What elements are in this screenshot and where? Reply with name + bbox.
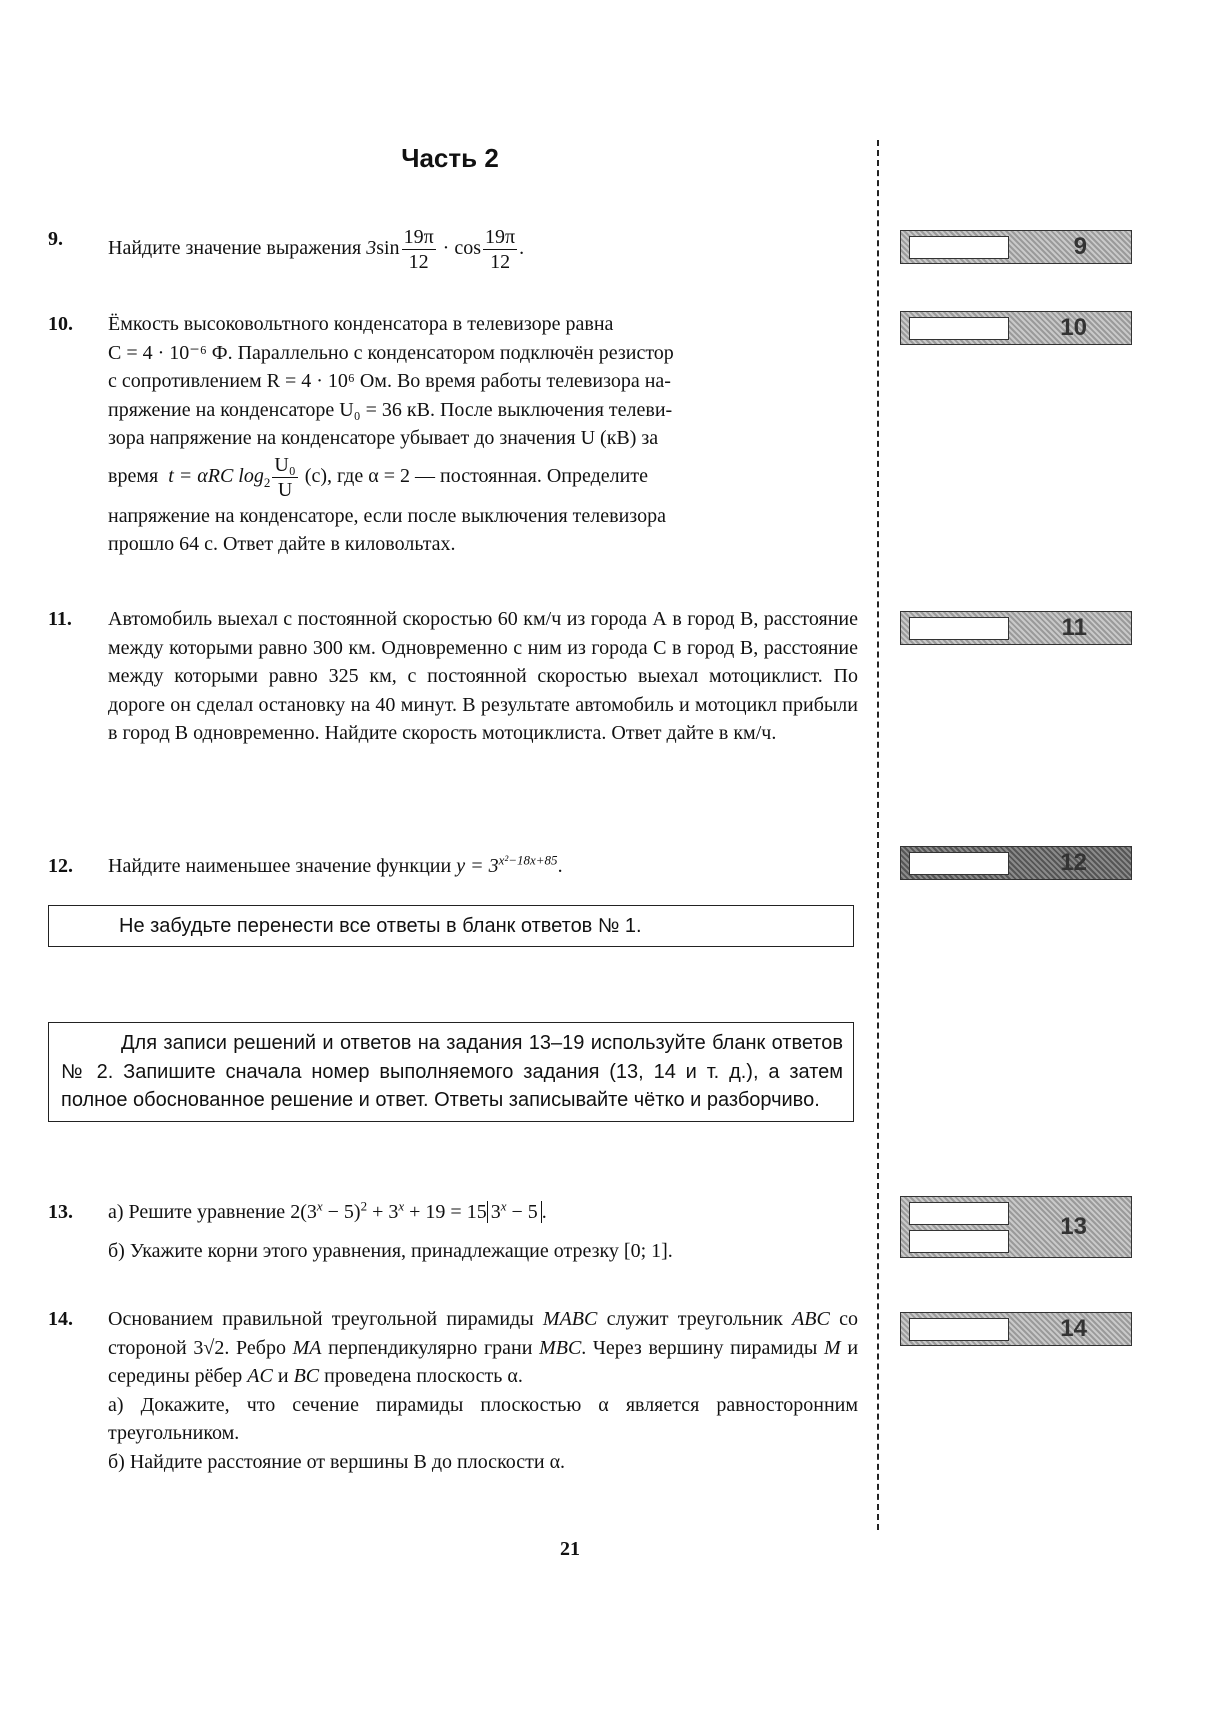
task-part-a: [108, 1198, 858, 1227]
answer-box-label: 10: [1060, 314, 1087, 341]
answer-box-label: 9: [1073, 233, 1087, 260]
eq-part: − 5): [322, 1201, 361, 1223]
fraction-numerator: U₀: [274, 453, 296, 476]
exponent: x²−18x+85: [498, 852, 558, 868]
task-text-line: Ёмкость высоковольтного конденсатора в телевизоре равна: [108, 313, 614, 335]
eq-part: − 5: [506, 1201, 538, 1223]
fraction-denominator: 12: [408, 251, 429, 273]
task-number: 13.: [48, 1201, 73, 1223]
math-name: MA: [292, 1336, 322, 1359]
task-text: Найдите значение выражения: [108, 237, 362, 260]
formula: t = αRC log: [168, 464, 264, 487]
text: и: [277, 1365, 289, 1387]
text: со стороной: [108, 1308, 859, 1359]
fraction: [272, 453, 297, 502]
task-13: [48, 1198, 858, 1265]
answer-field-2[interactable]: [909, 1230, 1009, 1253]
text: проведена плоскость α.: [324, 1365, 523, 1387]
task-number: 10.: [48, 313, 73, 335]
page-number: 21: [560, 1538, 580, 1560]
answer-box-11: [900, 611, 1132, 645]
part-title: Часть 2: [401, 143, 499, 173]
task-14: [48, 1305, 858, 1476]
word: время: [108, 464, 159, 487]
task-number: 14.: [48, 1308, 73, 1330]
instructions-notice: [48, 1022, 854, 1122]
eq-part: 3: [490, 1201, 501, 1223]
instructions-text: Для записи решений и ответов на задания 13–19 используйте бланк ответов № 2. Запишите сначала номер выполняемого задания (13, 14 и т. д.), а затем полное обоснованное решение и ответ. Ответы записывайте чётко и разборчиво.: [61, 1032, 843, 1111]
answer-field[interactable]: [909, 317, 1009, 340]
transfer-notice: Не забудьте перенести все ответы в бланк ответов № 1.: [48, 905, 854, 947]
math-name: M: [824, 1336, 841, 1359]
equation: [290, 1198, 547, 1223]
task-text: Найдите наименьшее значение функции: [108, 855, 452, 877]
eq-part: + 3: [367, 1201, 399, 1223]
task-part-a: а) Докажите, что сечение пирамиды плоскостью α является равносторонним треугольником.: [108, 1393, 858, 1444]
text: перпендикулярно грани: [328, 1336, 533, 1359]
task-text-line: зора напряжение на конденсаторе убывает до значения U (кВ) за: [108, 427, 659, 449]
text: . Через вершину пирамиды: [581, 1336, 818, 1359]
task-text-line: прошло 64 с. Ответ дайте в киловольтах.: [108, 533, 456, 555]
period: .: [541, 1201, 547, 1223]
answer-box-12: [900, 846, 1132, 880]
answer-box-14: [900, 1312, 1132, 1346]
math-value: 3√2: [193, 1336, 225, 1359]
log-base: 2: [263, 474, 271, 490]
exponent: x: [316, 1198, 323, 1214]
fraction: [483, 225, 517, 274]
exponent: 2: [360, 1198, 368, 1214]
fraction-numerator: 19π: [403, 226, 434, 248]
fraction-numerator: 19π: [485, 226, 516, 248]
math-name: MABC: [542, 1308, 598, 1330]
math-name: BC: [293, 1365, 320, 1387]
task-text: [108, 1305, 858, 1391]
cut-line: [877, 140, 879, 1530]
text: . Ребро: [224, 1336, 286, 1359]
absolute-value: [487, 1198, 542, 1223]
task-12: [48, 852, 858, 881]
task-11: [48, 605, 858, 748]
task-text-line: C = 4 · 10⁻⁶ Ф. Параллельно с конденсатором подключён резистор: [108, 341, 674, 364]
exponent: x: [398, 1198, 405, 1214]
formula: y = 3: [456, 855, 499, 877]
math-name: ABC: [792, 1308, 830, 1330]
answer-field[interactable]: [909, 617, 1009, 640]
sin-label: sin: [376, 237, 400, 260]
exponent: x: [500, 1198, 507, 1214]
task-part-b: б) Укажите корни этого уравнения, принадлежащие отрезку [0; 1].: [108, 1239, 673, 1262]
eq-part: + 19 = 15: [404, 1201, 487, 1223]
answer-box-10: [900, 311, 1132, 345]
coefficient: 3: [366, 237, 377, 260]
dot: ·: [437, 237, 455, 260]
eq-part: 2(3: [290, 1201, 317, 1223]
answer-box-label: 13: [1060, 1213, 1087, 1240]
text: Основанием правильной треугольной пирамиды: [108, 1308, 534, 1330]
text: и середины рёбер: [108, 1336, 859, 1387]
task-text: (с), где α = 2 — постоянная. Определите: [304, 464, 648, 487]
answer-field[interactable]: [909, 852, 1009, 875]
task-part-b: б) Найдите расстояние от вершины B до плоскости α.: [108, 1450, 566, 1473]
task-10: [48, 310, 858, 559]
task-text-line: пряжение на конденсаторе U₀ = 36 кВ. После выключения телеви-: [108, 398, 673, 421]
fraction-denominator: 12: [490, 251, 511, 273]
period: .: [519, 237, 525, 260]
task-text: Автомобиль выехал с постоянной скоростью 60 км/ч из города А в город В, расстояние между которыми равно 300 км. Одновременно с ним из города С в город В, расстояние между которыми равно 325 км, с постоянной скоростью выехал мотоциклист. По дороге он сделал остановку на 40 минут. В результате автомобиль и мотоцикл прибыли в город В одновременно. Найдите скорость мотоциклиста. Ответ дайте в км/ч.: [108, 608, 858, 744]
task-9: [48, 225, 858, 274]
task-number: 12.: [48, 855, 73, 877]
text: служит треугольник: [606, 1308, 783, 1330]
task-number: 9.: [48, 228, 63, 250]
task-number: 11.: [48, 608, 72, 630]
answer-field[interactable]: [909, 1318, 1009, 1341]
fraction-denominator: U: [277, 478, 293, 501]
answer-box-label: 11: [1061, 614, 1087, 641]
task-text: а) Решите уравнение: [108, 1201, 286, 1223]
task-text-line: [108, 453, 858, 502]
period: .: [557, 855, 563, 877]
math-expression: [366, 226, 525, 273]
cos-label: cos: [454, 237, 482, 260]
answer-field[interactable]: [909, 1202, 1009, 1225]
math-name: MBC: [539, 1336, 582, 1359]
task-text-line: с сопротивлением R = 4 · 10⁶ Ом. Во время работы телевизора на-: [108, 370, 671, 392]
answer-field[interactable]: [909, 236, 1009, 259]
answer-box-13: [900, 1196, 1132, 1258]
answer-box-label: 12: [1060, 849, 1087, 876]
task-text-line: напряжение на конденсаторе, если после выключения телевизора: [108, 504, 666, 527]
math-name: AC: [247, 1365, 273, 1387]
fraction: [402, 225, 436, 274]
answer-box-label: 14: [1060, 1315, 1087, 1342]
answer-box-9: [900, 230, 1132, 264]
